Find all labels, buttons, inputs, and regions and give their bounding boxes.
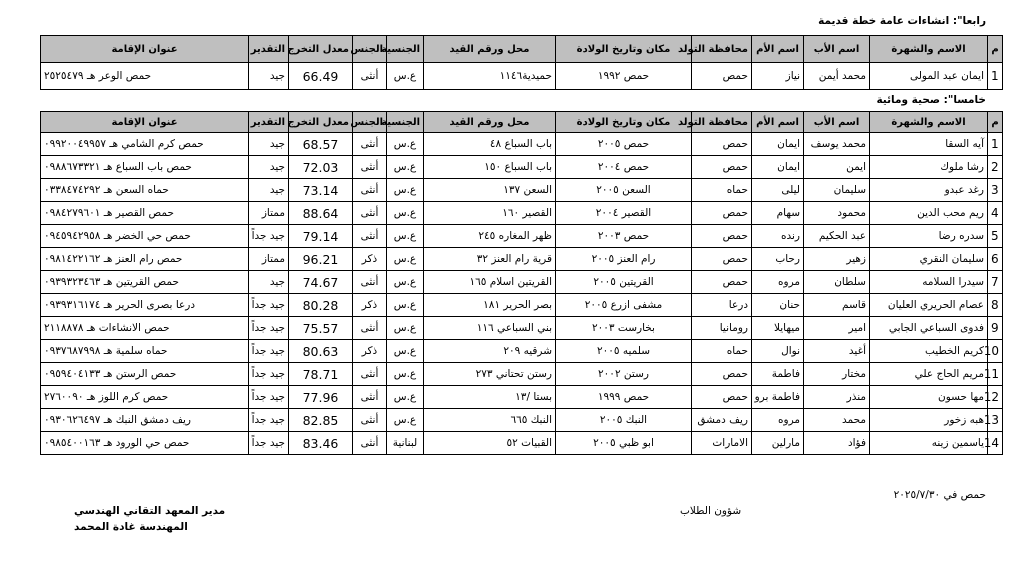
cell-mother: رنده: [752, 225, 804, 248]
cell-address: حماه سلمية هـ ٠٩٣٧٦٨٧٩٩٨: [41, 340, 249, 363]
column-header-birth-governorate: محافظة التولد: [692, 36, 752, 63]
cell-registry: بصر الحرير ١٨١: [424, 294, 556, 317]
cell-birth-place-date: بخارست ٢٠٠٣: [556, 317, 692, 340]
cell-grade: جيد جداً: [249, 409, 289, 432]
cell-name: ايمان عبد المولى: [870, 63, 988, 90]
cell-mother: مروه: [752, 409, 804, 432]
cell-registry: باب السباع ١٥٠: [424, 156, 556, 179]
cell-nationality: ع.س: [387, 294, 424, 317]
column-header-grade: التقدير: [249, 112, 289, 133]
cell-gender: ذكر: [353, 294, 387, 317]
cell-gpa: 73.14: [289, 179, 353, 202]
cell-name: ياسمين زينه: [870, 432, 988, 455]
cell-mother: سهام: [752, 202, 804, 225]
cell-registry: شرقيه ٢٠٩: [424, 340, 556, 363]
cell-birth-place-date: القصير ٢٠٠٤: [556, 202, 692, 225]
cell-name: رشا ملوك: [870, 156, 988, 179]
cell-birth-governorate: حمص: [692, 133, 752, 156]
cell-birth-governorate: حمص: [692, 225, 752, 248]
cell-registry: قرية رام العنز ٣٢: [424, 248, 556, 271]
table-row: [41, 363, 1003, 386]
cell-nationality: ع.س: [387, 248, 424, 271]
cell-gender: أنثى: [353, 179, 387, 202]
table-row: [41, 133, 1003, 156]
column-header-gender: الجنس: [353, 112, 387, 133]
column-header-father: اسم الأب: [804, 36, 870, 63]
cell-address: حمص باب السباع هـ ٠٩٨٨٦٧٣٣٢١: [41, 156, 249, 179]
cell-birth-governorate: حمص: [692, 386, 752, 409]
cell-grade: ممتاز: [249, 202, 289, 225]
cell-grade: جيد جداً: [249, 225, 289, 248]
cell-birth-place-date: حمص ٢٠٠٥: [556, 133, 692, 156]
column-header-father: اسم الأب: [804, 112, 870, 133]
cell-birth-governorate: حمص: [692, 202, 752, 225]
cell-nationality: ع.س: [387, 409, 424, 432]
cell-birth-governorate: حمص: [692, 156, 752, 179]
cell-mother: ايمان: [752, 133, 804, 156]
cell-mother: ايمان: [752, 156, 804, 179]
cell-registry: ظهر المغاره ٢٤٥: [424, 225, 556, 248]
cell-grade: جيد: [249, 179, 289, 202]
column-header-index: م: [988, 112, 1003, 133]
cell-grade: جيد جداً: [249, 317, 289, 340]
cell-father: محمد يوسف: [804, 133, 870, 156]
column-header-gpa: معدل التخرج: [289, 112, 353, 133]
cell-name: آيه السقا: [870, 133, 988, 156]
cell-grade: جيد: [249, 271, 289, 294]
cell-address: حمص كرم الشامي هـ ٠٩٩٢٠٠٤٩٩٥٧: [41, 133, 249, 156]
cell-gpa: 96.21: [289, 248, 353, 271]
cell-mother: ميهايلا: [752, 317, 804, 340]
cell-birth-place-date: حمص ١٩٩٩: [556, 386, 692, 409]
cell-gender: أنثى: [353, 317, 387, 340]
cell-gpa: 88.64: [289, 202, 353, 225]
cell-birth-place-date: حمص ١٩٩٢: [556, 63, 692, 90]
cell-birth-governorate: رومانيا: [692, 317, 752, 340]
cell-name: عصام الحريري العليان: [870, 294, 988, 317]
cell-mother: رحاب: [752, 248, 804, 271]
cell-address: حمص الوعر هـ ٢٥٢٥٤٧٩: [41, 63, 249, 90]
section5-table: [40, 111, 1003, 455]
cell-father: محمد: [804, 409, 870, 432]
table-row: [41, 340, 1003, 363]
cell-gpa: 66.49: [289, 63, 353, 90]
column-header-nationality: الجنسية: [387, 36, 424, 63]
cell-birth-governorate: درعا: [692, 294, 752, 317]
cell-gender: أنثى: [353, 432, 387, 455]
cell-nationality: ع.س: [387, 179, 424, 202]
cell-address: حمص كرم اللوز هـ ٢٧٦٠٠٩٠: [41, 386, 249, 409]
cell-gpa: 82.85: [289, 409, 353, 432]
cell-grade: جيد: [249, 156, 289, 179]
cell-father: قاسم: [804, 294, 870, 317]
cell-index: 4: [988, 202, 1003, 225]
table-row: [41, 156, 1003, 179]
section5-body: [41, 133, 1003, 455]
cell-mother: نياز: [752, 63, 804, 90]
cell-name: رغد عبدو: [870, 179, 988, 202]
cell-index: 7: [988, 271, 1003, 294]
cell-grade: جيد جداً: [249, 432, 289, 455]
cell-address: حمص الانشاءات هـ ٢١١٨٨٧٨: [41, 317, 249, 340]
cell-registry: السعن ١٣٧: [424, 179, 556, 202]
date-line: حمص في ٢٠٢٥/٧/٣٠: [893, 489, 986, 501]
cell-nationality: ع.س: [387, 156, 424, 179]
section4-body: [41, 63, 1003, 90]
column-header-mother: اسم الأم: [752, 36, 804, 63]
cell-address: ريف دمشق النبك هـ ٠٩٣٠٦٢٦٤٩٧: [41, 409, 249, 432]
cell-nationality: ع.س: [387, 225, 424, 248]
cell-father: فؤاد: [804, 432, 870, 455]
cell-birth-place-date: حمص ٢٠٠٤: [556, 156, 692, 179]
cell-grade: ممتاز: [249, 248, 289, 271]
cell-index: 11: [988, 363, 1003, 386]
cell-gpa: 75.57: [289, 317, 353, 340]
cell-birth-place-date: رام العنز ٢٠٠٥: [556, 248, 692, 271]
column-header-registry: محل ورقم القيد: [424, 112, 556, 133]
cell-grade: جيد جداً: [249, 386, 289, 409]
column-header-registry: محل ورقم القيد: [424, 36, 556, 63]
cell-index: 3: [988, 179, 1003, 202]
cell-gender: أنثى: [353, 363, 387, 386]
cell-nationality: ع.س: [387, 271, 424, 294]
cell-name: مها حسون: [870, 386, 988, 409]
cell-birth-governorate: الامارات: [692, 432, 752, 455]
table-row: [41, 248, 1003, 271]
cell-mother: مروه: [752, 271, 804, 294]
cell-gpa: 77.96: [289, 386, 353, 409]
cell-gpa: 68.57: [289, 133, 353, 156]
table-row: [41, 179, 1003, 202]
cell-gender: أنثى: [353, 386, 387, 409]
cell-name: هبه زخور: [870, 409, 988, 432]
cell-index: 6: [988, 248, 1003, 271]
cell-nationality: ع.س: [387, 317, 424, 340]
section4-table: [40, 35, 1003, 90]
cell-index: 2: [988, 156, 1003, 179]
cell-mother: فاطمة: [752, 363, 804, 386]
cell-father: سليمان: [804, 179, 870, 202]
cell-father: محمود: [804, 202, 870, 225]
cell-father: امير: [804, 317, 870, 340]
director-name: المهندسة غادة المحمد: [74, 521, 188, 533]
cell-birth-place-date: النبك ٢٠٠٥: [556, 409, 692, 432]
cell-nationality: ع.س: [387, 63, 424, 90]
cell-index: 1: [988, 63, 1003, 90]
cell-gender: ذكر: [353, 248, 387, 271]
table-row: [41, 202, 1003, 225]
cell-nationality: ع.س: [387, 202, 424, 225]
cell-name: فدوى السباعي الجابي: [870, 317, 988, 340]
cell-index: 14: [988, 432, 1003, 455]
cell-address: حمص رام العنز هـ ٠٩٨١٤٢٢١٦٢: [41, 248, 249, 271]
cell-registry: رستن تحتاني ٢٧٣: [424, 363, 556, 386]
cell-father: محمد أيمن: [804, 63, 870, 90]
cell-grade: جيد جداً: [249, 294, 289, 317]
cell-gender: ذكر: [353, 340, 387, 363]
cell-name: سدره رضا: [870, 225, 988, 248]
table-row: [41, 63, 1003, 90]
cell-father: ايمن: [804, 156, 870, 179]
cell-address: درعا بصرى الحرير هـ ٠٩٣٩٣١٦١٧٤: [41, 294, 249, 317]
cell-birth-governorate: حماه: [692, 340, 752, 363]
cell-mother: نوال: [752, 340, 804, 363]
cell-father: زهير: [804, 248, 870, 271]
cell-name: كريم الخطيب: [870, 340, 988, 363]
cell-father: أغيد: [804, 340, 870, 363]
cell-name: مريم الحاج علي: [870, 363, 988, 386]
cell-mother: فاطمة برو: [752, 386, 804, 409]
column-header-gender: الجنس: [353, 36, 387, 63]
cell-gender: أنثى: [353, 225, 387, 248]
section5-header: [41, 112, 1003, 133]
cell-registry: القبيات ٥٢: [424, 432, 556, 455]
table-row: [41, 294, 1003, 317]
table-row: [41, 386, 1003, 409]
header-row: [41, 112, 1003, 133]
cell-address: حمص القصير هـ ٠٩٨٤٢٧٩٦٠١: [41, 202, 249, 225]
column-header-gpa: معدل التخرج: [289, 36, 353, 63]
cell-father: عبد الحكيم: [804, 225, 870, 248]
cell-gpa: 80.28: [289, 294, 353, 317]
cell-grade: جيد: [249, 133, 289, 156]
cell-birth-place-date: مشفى ازرع ٢٠٠٥: [556, 294, 692, 317]
section4-title: رابعا": انشاءات عامة خطة قديمة: [818, 15, 986, 27]
cell-index: 9: [988, 317, 1003, 340]
cell-grade: جيد جداً: [249, 363, 289, 386]
cell-registry: حميدية١١٤٦: [424, 63, 556, 90]
cell-mother: ليلى: [752, 179, 804, 202]
cell-birth-place-date: القريتين ٢٠٠٥: [556, 271, 692, 294]
cell-gpa: 83.46: [289, 432, 353, 455]
cell-birth-place-date: السعن ٢٠٠٥: [556, 179, 692, 202]
cell-index: 10: [988, 340, 1003, 363]
table-row: [41, 271, 1003, 294]
cell-address: حمص حي الخضر هـ ٠٩٤٥٩٤٢٩٥٨: [41, 225, 249, 248]
cell-mother: مارلين: [752, 432, 804, 455]
table-row: [41, 409, 1003, 432]
table-row: [41, 317, 1003, 340]
cell-index: 13: [988, 409, 1003, 432]
column-header-birth-place-date: مكان وتاريخ الولادة: [556, 112, 692, 133]
director-title: مدير المعهد التقاني الهندسي: [74, 505, 226, 517]
column-header-name: الاسم والشهرة: [870, 36, 988, 63]
cell-grade: جيد جداً: [249, 340, 289, 363]
cell-birth-governorate: حمص: [692, 248, 752, 271]
cell-index: 8: [988, 294, 1003, 317]
cell-registry: باب السباع ٤٨: [424, 133, 556, 156]
cell-birth-governorate: حماه: [692, 179, 752, 202]
table-row: [41, 432, 1003, 455]
cell-address: حمص الرستن هـ ٠٩٥٩٤٠٤١٣٣: [41, 363, 249, 386]
cell-gpa: 74.67: [289, 271, 353, 294]
cell-birth-place-date: ابو ظبي ٢٠٠٥: [556, 432, 692, 455]
column-header-nationality: الجنسية: [387, 112, 424, 133]
cell-gpa: 78.71: [289, 363, 353, 386]
cell-registry: القريتين اسلام ١٦٥: [424, 271, 556, 294]
cell-index: 5: [988, 225, 1003, 248]
cell-birth-governorate: حمص: [692, 271, 752, 294]
cell-father: سلطان: [804, 271, 870, 294]
cell-nationality: ع.س: [387, 386, 424, 409]
column-header-birth-governorate: محافظة التولد: [692, 112, 752, 133]
cell-address: حمص القريتين هـ ٠٩٣٩٣٢٣٤٦٣: [41, 271, 249, 294]
cell-birth-place-date: حمص ٢٠٠٣: [556, 225, 692, 248]
cell-gender: أنثى: [353, 202, 387, 225]
student-affairs-signature: شؤون الطلاب: [680, 505, 742, 517]
cell-gpa: 79.14: [289, 225, 353, 248]
cell-birth-place-date: رستن ٢٠٠٢: [556, 363, 692, 386]
cell-birth-governorate: ريف دمشق: [692, 409, 752, 432]
cell-registry: بني السباعي ١١٦: [424, 317, 556, 340]
header-row: [41, 36, 1003, 63]
column-header-name: الاسم والشهرة: [870, 112, 988, 133]
column-header-grade: التقدير: [249, 36, 289, 63]
cell-registry: بستا /١٣: [424, 386, 556, 409]
cell-birth-governorate: حمص: [692, 63, 752, 90]
cell-gender: أنثى: [353, 156, 387, 179]
cell-gender: أنثى: [353, 409, 387, 432]
column-header-index: م: [988, 36, 1003, 63]
column-header-mother: اسم الأم: [752, 112, 804, 133]
cell-registry: النبك ٦٦٥: [424, 409, 556, 432]
cell-index: 12: [988, 386, 1003, 409]
cell-name: ريم محب الدين: [870, 202, 988, 225]
column-header-address: عنوان الإقامة: [41, 36, 249, 63]
cell-birth-place-date: سلميه ٢٠٠٥: [556, 340, 692, 363]
cell-birth-governorate: حمص: [692, 363, 752, 386]
cell-gender: أنثى: [353, 271, 387, 294]
cell-nationality: ع.س: [387, 133, 424, 156]
cell-address: حماه السعن هـ ٠٣٣٨٤٧٤٢٩٢: [41, 179, 249, 202]
cell-father: منذر: [804, 386, 870, 409]
cell-grade: جيد: [249, 63, 289, 90]
table-row: [41, 225, 1003, 248]
cell-gender: أنثى: [353, 63, 387, 90]
cell-name: سليمان النقري: [870, 248, 988, 271]
cell-registry: القصير ١٦٠: [424, 202, 556, 225]
cell-father: مختار: [804, 363, 870, 386]
cell-mother: حنان: [752, 294, 804, 317]
cell-gender: أنثى: [353, 133, 387, 156]
cell-index: 1: [988, 133, 1003, 156]
column-header-birth-place-date: مكان وتاريخ الولادة: [556, 36, 692, 63]
cell-nationality: ع.س: [387, 340, 424, 363]
section5-title: خامسا": صحية ومائية: [876, 94, 986, 106]
cell-name: سيدرا السلامه: [870, 271, 988, 294]
cell-gpa: 72.03: [289, 156, 353, 179]
cell-nationality: ع.س: [387, 363, 424, 386]
cell-gpa: 80.63: [289, 340, 353, 363]
cell-nationality: لبنانية: [387, 432, 424, 455]
cell-address: حمص حي الورود هـ ٠٩٨٥٤٠٠١٦٣: [41, 432, 249, 455]
column-header-address: عنوان الإقامة: [41, 112, 249, 133]
section4-header: [41, 36, 1003, 63]
